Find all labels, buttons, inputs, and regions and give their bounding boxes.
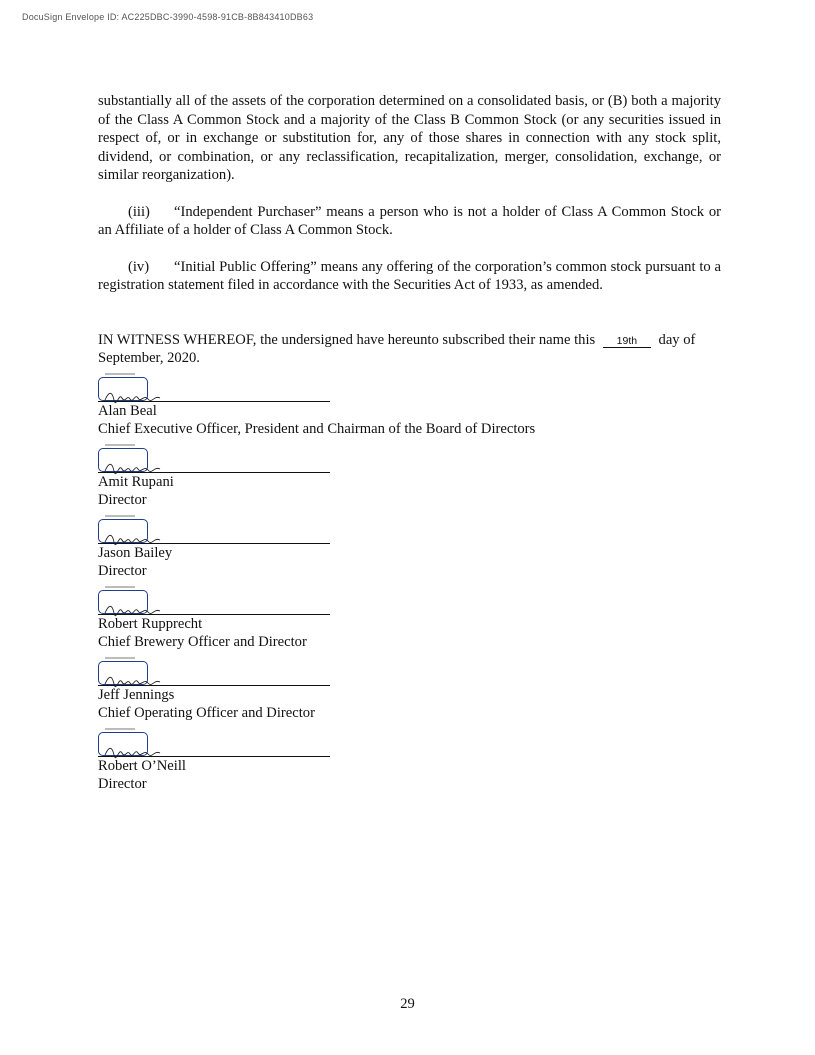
witness-text-end: day of September, 2020. [98, 331, 696, 366]
definition-number: (iii) [128, 203, 150, 220]
continuation-paragraph: substantially all of the assets of the corporation determined on a consolidated basis, or (B) both a majority of the Class A Common Stock and a majority of the Class B Common Stock (or any securities issued in respect of, or in exchange or substitution for, any of those shares in connection with any stock split, dividend, or combination, or any reclassification, recapitalization, merger, consolidation, exchange, or similar reorganization). [98, 93, 721, 183]
signature-line[interactable] [98, 584, 330, 615]
signing-day-field[interactable]: 19th [603, 335, 651, 348]
signer-name: Jeff Jennings [98, 686, 175, 703]
signature-block [98, 371, 721, 794]
handwritten-signature-icon [104, 388, 168, 404]
signature-line[interactable] [98, 726, 330, 757]
signer-title: Director [98, 563, 147, 579]
signer-block [98, 655, 721, 723]
witness-clause [98, 331, 721, 368]
page-number: 29 [400, 996, 415, 1012]
signer-title: Director [98, 776, 147, 792]
signer-name: Jason Bailey [98, 544, 173, 561]
definition-number: (iv) [128, 258, 150, 275]
signer-title: Chief Brewery Officer and Director [98, 634, 307, 650]
definition-text: “Initial Public Offering” means any offering of the corporation’s common stock pursuant to a registration statement filed in accordance with the Securities Act of 1933, as amended. [98, 258, 721, 293]
handwritten-signature-icon [104, 672, 168, 688]
docusign-signature-stamp[interactable] [98, 661, 148, 685]
docusign-signature-stamp[interactable] [98, 377, 148, 401]
signer-block [98, 726, 721, 794]
handwritten-signature-icon [104, 743, 168, 759]
signature-line[interactable] [98, 513, 330, 544]
handwritten-signature-icon [104, 601, 168, 617]
docusign-signature-stamp[interactable] [98, 448, 148, 472]
signer-block [98, 513, 721, 581]
definition-iv [98, 258, 721, 295]
signer-name: Amit Rupani [98, 473, 174, 490]
docusign-signature-stamp[interactable] [98, 590, 148, 614]
document-page [98, 92, 721, 794]
signer-name: Robert Rupprecht [98, 615, 203, 632]
handwritten-signature-icon [104, 530, 168, 546]
signer-name: Alan Beal [98, 402, 157, 419]
docusign-signature-stamp[interactable] [98, 519, 148, 543]
signer-title: Chief Operating Officer and Director [98, 705, 315, 721]
signature-line[interactable] [98, 442, 330, 473]
signer-block [98, 371, 721, 439]
witness-text: IN WITNESS WHEREOF, the undersigned have hereunto subscribed their name this [98, 331, 596, 348]
signer-block [98, 442, 721, 510]
signer-block [98, 584, 721, 652]
docusign-signature-stamp[interactable] [98, 732, 148, 756]
signer-title: Director [98, 492, 147, 508]
definition-iii [98, 203, 721, 240]
handwritten-signature-icon [104, 459, 168, 475]
signature-line[interactable] [98, 371, 330, 402]
docusign-envelope-id: DocuSign Envelope ID: AC225DBC-3990-4598-91CB-8B843410DB63 [22, 12, 314, 22]
signer-name: Robert O’Neill [98, 757, 186, 774]
signature-line[interactable] [98, 655, 330, 686]
signer-title: Chief Executive Officer, President and Chairman of the Board of Directors [98, 421, 536, 437]
definition-text: “Independent Purchaser” means a person who is not a holder of Class A Common Stock or an Affiliate of a holder of Class A Common Stock. [98, 203, 721, 238]
